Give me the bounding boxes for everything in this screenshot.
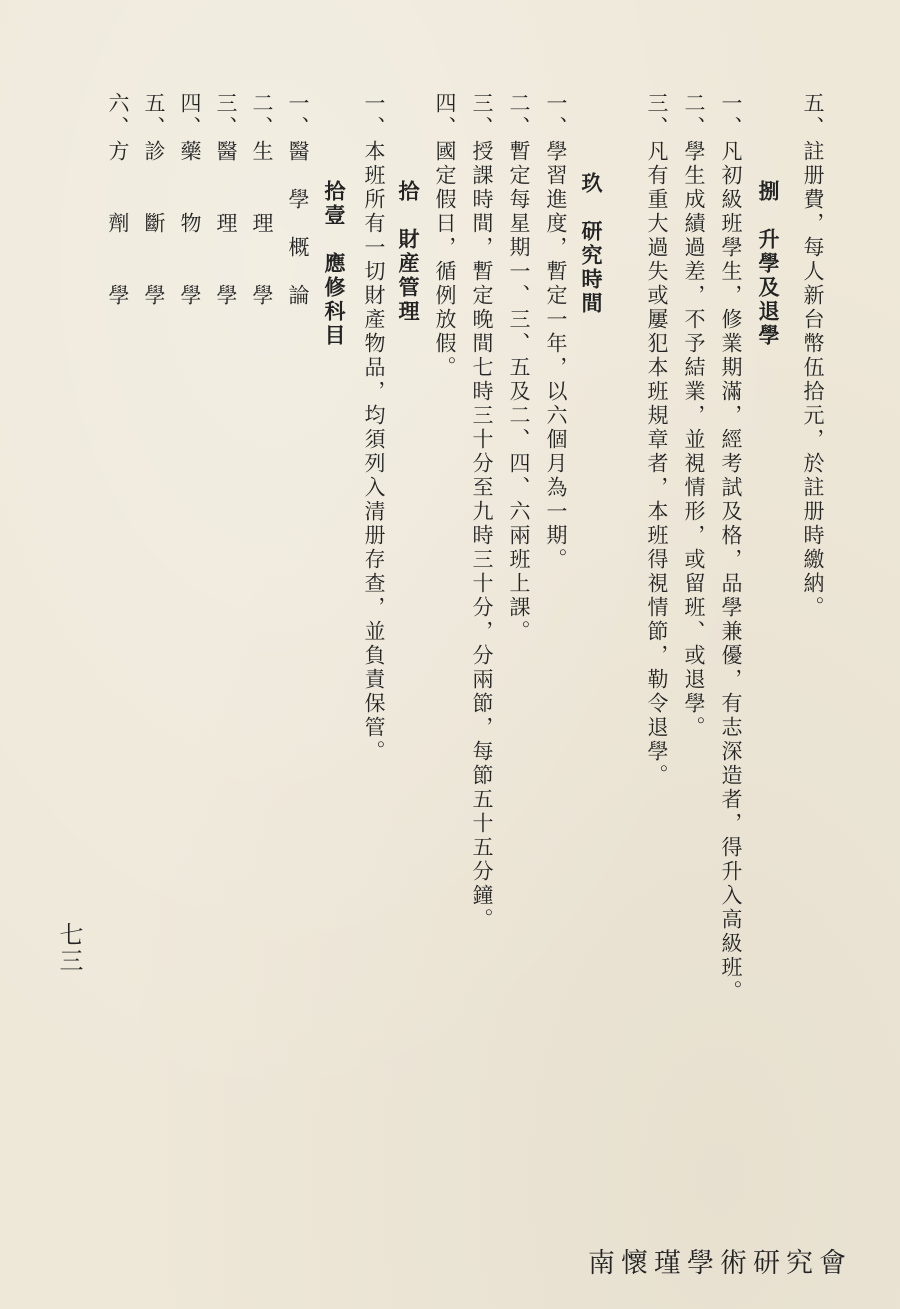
text-line: 三、凡有重大過失或屢犯本班規章者，本班得視情節，勒令退學。 [645, 92, 669, 788]
text-line: 二、學生成績過差，不予結業，並視情形，或留班、或退學。 [682, 92, 706, 740]
text-line: 六、方 劑 學 [106, 92, 130, 308]
text-line: 二、暫定每星期一、三、五及二、四、六兩班上課。 [507, 92, 531, 644]
page-number: 七三 [55, 922, 83, 974]
text-line: 四、藥 物 學 [178, 92, 202, 308]
text-line: 五、診 斷 學 [142, 92, 166, 308]
text-line: 一、本班所有一切財產物品，均須列入清册存查，並負責保管。 [362, 92, 386, 764]
section-heading: 玖 研究時間 [579, 172, 603, 316]
text-line: 一、凡初級班學生，修業期滿，經考試及格，品學兼優，有志深造者，得升入高級班。 [719, 92, 743, 1004]
section-heading: 拾壹 應修科目 [322, 180, 346, 348]
text-line: 一、醫 學 概 論 [286, 92, 310, 308]
section-heading: 捌 升學及退學 [756, 180, 780, 348]
text-line: 三、醫 理 學 [214, 92, 238, 308]
text-line: 四、國定假日，循例放假。 [433, 92, 457, 380]
publisher-name: 南懷瑾學術研究會 [588, 1248, 852, 1279]
section-heading: 拾 財産管理 [396, 180, 420, 324]
text-line: 一、學習進度，暫定一年，以六個月為一期。 [544, 92, 568, 572]
text-line: 五、註册費，每人新台幣伍拾元，於註册時繳納。 [801, 92, 825, 620]
text-line: 三、授課時間，暫定晚間七時三十分至九時三十分，分兩節，每節五十五分鐘。 [470, 92, 494, 932]
text-line: 二、生 理 學 [250, 92, 274, 308]
